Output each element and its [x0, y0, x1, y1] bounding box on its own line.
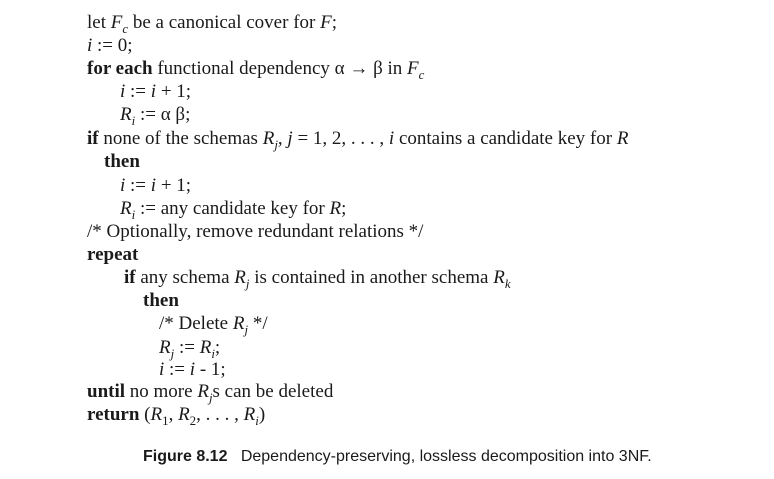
var-f: F [407, 58, 419, 79]
text: := [164, 359, 190, 380]
text: ; [331, 12, 337, 33]
subscript-j: j [244, 321, 249, 337]
text: - 1; [195, 359, 226, 380]
keyword-then: then [104, 151, 140, 172]
text: ( [139, 404, 151, 425]
text: s can be deleted [212, 381, 334, 402]
figure-label: Figure 8.12 [143, 448, 228, 465]
text: := [174, 337, 200, 358]
var-j: j [287, 128, 293, 149]
var-r: R [232, 313, 245, 334]
var-r: R [616, 128, 629, 149]
var-r: R [197, 381, 209, 402]
subscript-i: i [131, 206, 136, 222]
comment: /* Optionally, remove redundant relations */ [87, 221, 424, 242]
text: ; [214, 337, 221, 358]
text: contains a candidate key for [394, 128, 617, 149]
text: be a canonical cover for [128, 12, 321, 33]
figure-caption-text: Dependency-preserving, lossless decomposition into 3NF. [227, 448, 652, 465]
var-r: R [493, 267, 505, 288]
text: no more [125, 381, 198, 402]
text: is contained in another schema [249, 267, 494, 288]
comment: /* Delete [159, 313, 233, 334]
var-r: R [120, 104, 132, 125]
subscript-j: j [208, 389, 213, 405]
subscript-c: c [418, 66, 425, 82]
text: , [277, 128, 288, 149]
text: , [168, 404, 179, 425]
figure-caption [143, 448, 652, 466]
var-r: R [234, 267, 246, 288]
subscript-c: c [122, 20, 129, 36]
line-decrement-i [159, 359, 226, 381]
var-i: i [120, 175, 126, 196]
var-i: i [150, 81, 157, 102]
subscript-2: 2 [189, 412, 197, 428]
var-i: i [120, 81, 126, 102]
line-then [143, 290, 179, 312]
subscript-k: k [504, 275, 511, 291]
var-i: i [189, 359, 196, 380]
text: := [125, 175, 151, 196]
var-r: R [120, 198, 132, 219]
text: = 1, 2, . . . , [292, 128, 389, 149]
var-f: F [320, 12, 332, 33]
var-r: R [150, 404, 163, 425]
var-i: i [388, 128, 395, 149]
keyword-let: let [87, 12, 111, 33]
var-i: i [159, 359, 165, 380]
line-assign-ri-alpha-beta [120, 104, 190, 126]
keyword-until: until [87, 381, 126, 402]
var-r: R [243, 404, 256, 425]
text: := 0; [92, 35, 133, 56]
subscript-j: j [245, 275, 250, 291]
line-increment-i [120, 81, 191, 103]
line-return [87, 404, 265, 426]
subscript-i: i [211, 345, 215, 361]
var-i: i [87, 35, 93, 56]
comment: */ [248, 313, 268, 334]
text: , . . . , [196, 404, 244, 425]
text: := any candidate key for [135, 198, 330, 219]
line-comment-optionally [87, 221, 423, 243]
var-r: R [159, 337, 171, 358]
line-until [87, 381, 333, 403]
keyword-if: if [87, 128, 99, 149]
var-r: R [178, 404, 190, 425]
subscript-i: i [255, 412, 259, 428]
text: ) [258, 404, 266, 425]
line-for-each [87, 58, 424, 80]
var-i: i [150, 175, 157, 196]
text: functional dependency α → β in [152, 58, 408, 79]
line-init-i [87, 35, 133, 57]
line-assign-ri-candidate-key [120, 198, 346, 220]
keyword-repeat: repeat [87, 244, 139, 265]
subscript-j: j [274, 136, 278, 152]
var-r: R [199, 337, 212, 358]
text: any schema [135, 267, 235, 288]
var-f: F [110, 12, 123, 33]
keyword-return: return [87, 404, 140, 425]
line-comment-delete [159, 313, 268, 335]
text: := [125, 81, 151, 102]
text: + 1; [156, 175, 192, 196]
subscript-1: 1 [162, 412, 169, 428]
keyword-if: if [124, 267, 136, 288]
line-increment-i [120, 175, 191, 197]
keyword-then: then [143, 290, 179, 311]
line-let-canonical-cover [87, 12, 337, 34]
text: none of the schemas [98, 128, 263, 149]
keyword-for-each: for each [87, 58, 153, 79]
line-if-none [87, 128, 628, 150]
var-r: R [262, 128, 275, 149]
subscript-j: j [170, 345, 175, 361]
line-repeat [87, 244, 138, 266]
subscript-i: i [131, 112, 136, 128]
text: + 1; [156, 81, 192, 102]
var-r: R [329, 198, 342, 219]
line-assign-rj-ri [159, 337, 220, 359]
text: := α β; [135, 104, 191, 125]
line-then [104, 151, 140, 173]
text: ; [341, 198, 347, 219]
line-if-any-schema [124, 267, 511, 289]
